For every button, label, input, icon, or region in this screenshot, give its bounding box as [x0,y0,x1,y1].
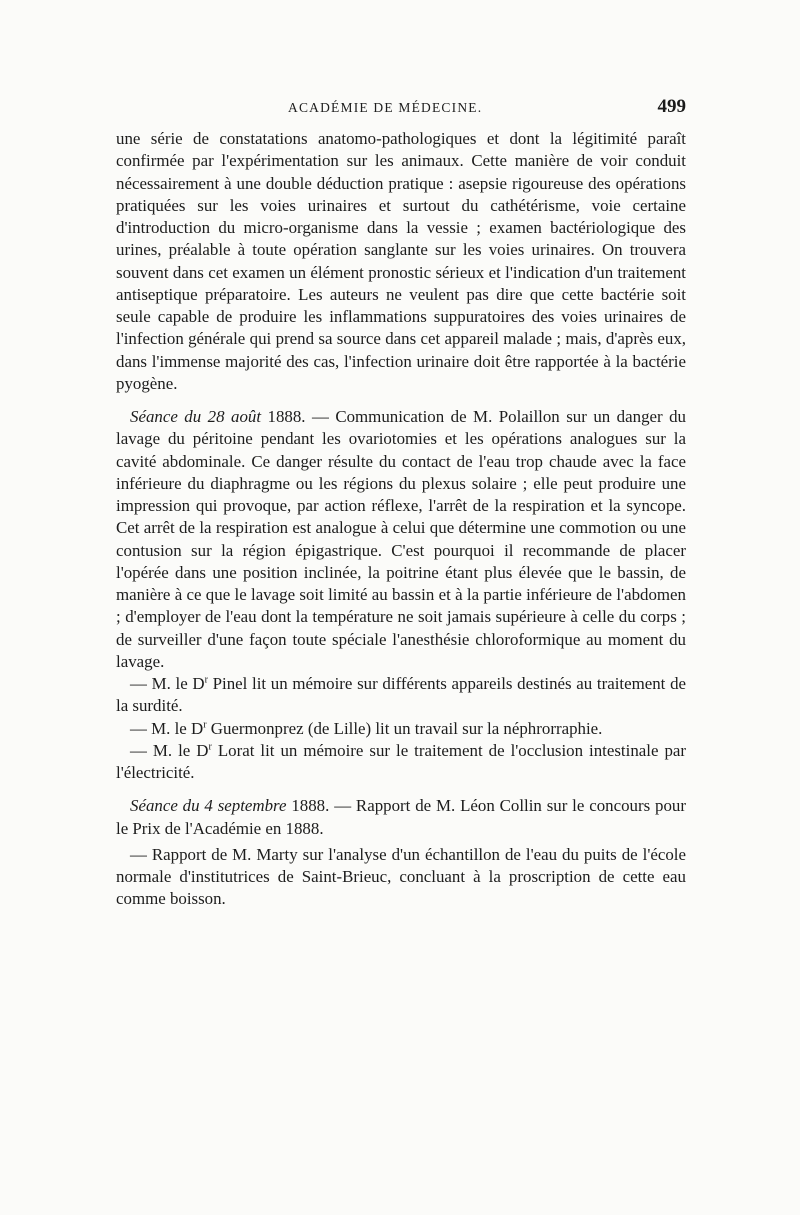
paragraph-session-28-august [116,406,686,673]
paragraph-lorat [116,740,686,785]
paragraph-bacteria-conclusion: une série de constatations anatomo-pathologiques et dont la légitimité paraît confirmée par l'expérimentation sur les animaux. Cette manière de voir conduit nécessairement à une double déduction pratique : asepsie rigoureuse des opérations pratiquées sur les voies urinaires et surtout du cathétérisme, voie certaine d'introduction du micro-organisme dans la vessie ; examen bactériologique des urines, préalable à toute opération sanglante sur les voies urinaires. On trouvera souvent dans cet examen un élément pronostic sérieux et l'indication d'un traitement antiseptique préparatoire. Les auteurs ne veulent pas dire que cette bactérie soit seule capable de produire les inflammations suppuratoires des voies urinaires de l'infection générale qui prend sa source dans cet appareil malade ; mais, d'après eux, dans l'immense majorité des cas, l'infection urinaire doit être rapportée à la bactérie pyogène. [116,129,686,393]
entry-sup: r [203,718,207,730]
session-date-label: Séance du 28 août [130,407,262,426]
paragraph-marty: — Rapport de M. Marty sur l'analyse d'un échantillon de l'eau du puits de l'école normale d'institutrices de Saint-Brieuc, concluant à la proscription de cette eau comme boisson. [116,844,686,909]
entry-prefix: — M. le D [130,674,205,693]
session-text: 1888. — Rapport de M. Léon Collin sur le concours pour le Prix de l'Académie en 1888. [116,796,686,838]
session-date-label: Séance du 4 septembre [130,796,287,816]
entry-sup: r [204,674,208,686]
entry-prefix: — M. le D [130,718,204,738]
session-text: 1888. — Communication de M. Polaillon sur un danger du lavage du péritoine pendant les ovariotomies et les opérations analogues sur la cavité abdominale. Ce danger résulte du contact de l'eau trop chaude avec la face inférieure du diaphragme ou les régions du plexus solaire ; elle peut produire une impression qui provoque, par action réflexe, l'arrêt de la respiration et la syncope. Cet arrêt de la respiration est analogue à celui que détermine une commotion ou une contusion sur la région épigastrique. C'est pourquoi il recommande de placer l'opérée dans une position inclinée, la poitrine étant plus élevée que le bassin, de manière à ce que le lavage soit limité au bassin et à la partie inférieure de l'abdomen ; d'employer de l'eau dont la température ne soit jamais supérieure à celle du corps ; de surveiller d'une façon toute spéciale l'anesthésie chloroformique au moment du lavage. [116,407,686,671]
running-title: ACADÉMIE DE MÉDECINE. [288,100,483,115]
page-header [110,96,688,126]
paragraph-pinel [116,673,686,718]
page-number: 499 [657,96,686,117]
paragraph-session-4-september [116,795,686,840]
entry-text: Guermonprez (de Lille) lit un travail sur la néphrorraphie. [206,718,603,738]
entry-sup: r [208,741,212,753]
entry-text: Lorat lit un mémoire sur le traitement de l'occlusion intestinale par l'électricité. [116,740,687,782]
page-body [116,128,686,911]
entry-text: Pinel lit un mémoire sur différents appareils destinés au traitement de la surdité. [116,674,687,716]
paragraph-guermonprez [116,718,686,740]
entry-prefix: — M. le D [130,740,209,760]
